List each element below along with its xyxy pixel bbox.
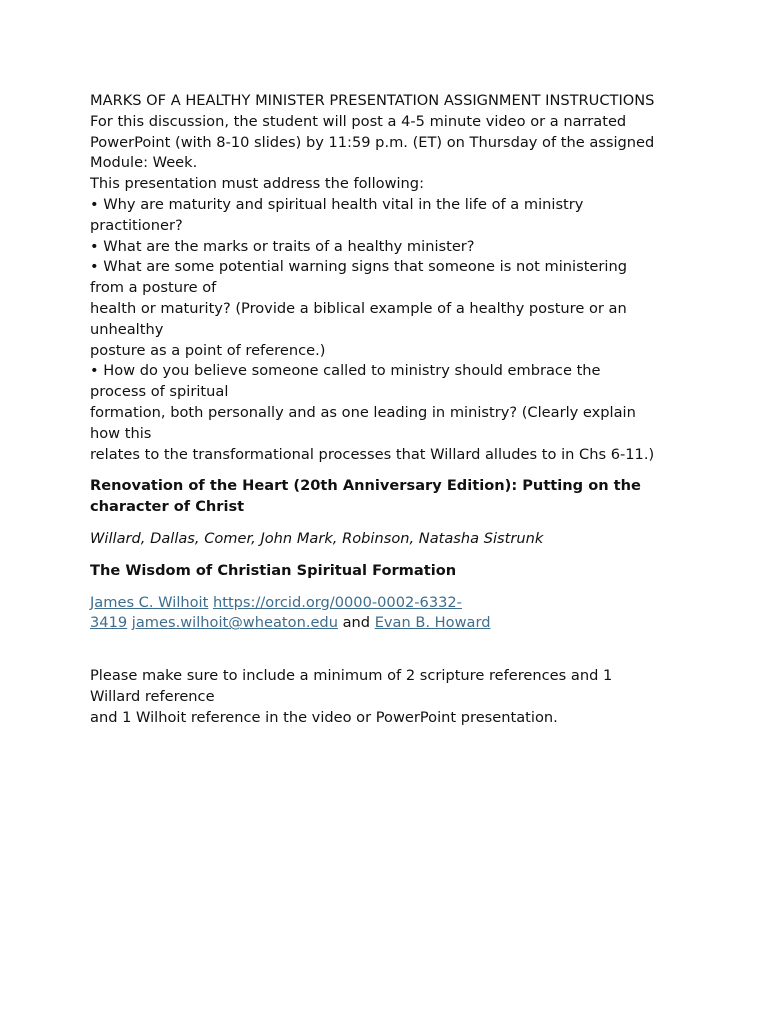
closing-line: Please make sure to include a minimum of 2 scripture references and 1 xyxy=(90,667,613,685)
bullet-line: • How do you believe someone called to ministry should embrace the xyxy=(90,362,601,380)
intro-line: PowerPoint (with 8-10 slides) by 11:59 p.m. (ET) on Thursday of the assigned xyxy=(90,133,655,151)
bullet-line: how this xyxy=(90,424,152,442)
book2-authors-line1 xyxy=(90,593,690,614)
book1-title-line: Renovation of the Heart (20th Anniversary Edition): Putting on the xyxy=(90,477,641,495)
book2-title-text: The Wisdom of Christian Spiritual Formation xyxy=(90,561,457,579)
closing-line: and 1 Wilhoit reference in the video or PowerPoint presentation. xyxy=(90,708,558,726)
book2-authors xyxy=(90,593,690,635)
bullet-line: • What are the marks or traits of a healthy minister? xyxy=(90,237,475,255)
bullet-line: relates to the transformational processes that Willard alludes to in Chs 6-11.) xyxy=(90,445,655,463)
book1-title xyxy=(90,476,690,518)
book1-authors-text: Willard, Dallas, Comer, John Mark, Robinson, Natasha Sistrunk xyxy=(90,529,544,547)
bullet-line: posture as a point of reference.) xyxy=(90,341,326,359)
intro-line: This presentation must address the following: xyxy=(90,175,424,193)
instructions-title: MARKS OF A HEALTHY MINISTER PRESENTATION ASSIGNMENT INSTRUCTIONS xyxy=(90,92,655,109)
intro-line: Module: Week. xyxy=(90,154,198,172)
instructions-section xyxy=(90,91,690,465)
bullet-line: health or maturity? (Provide a biblical example of a healthy posture or an xyxy=(90,299,627,317)
closing-line: Willard reference xyxy=(90,687,215,705)
book1-authors xyxy=(90,529,690,550)
orcid-link[interactable]: https://orcid.org/0000-0002-6332- xyxy=(212,593,462,611)
bullet-line: practitioner? xyxy=(90,216,183,234)
and-text: and xyxy=(342,614,371,632)
book2-title xyxy=(90,561,690,582)
bullet-line: • Why are maturity and spiritual health vital in the life of a ministry xyxy=(90,195,584,213)
document-page xyxy=(90,91,690,729)
author-link-howard[interactable]: Evan B. Howard xyxy=(374,614,491,632)
author-link-wilhoit[interactable]: James C. Wilhoit xyxy=(90,593,209,611)
bullet-line: unhealthy xyxy=(90,320,164,338)
email-link[interactable]: james.wilhoit@wheaton.edu xyxy=(131,614,338,632)
book2-authors-line2 xyxy=(90,613,690,634)
bullet-line: formation, both personally and as one leading in ministry? (Clearly explain xyxy=(90,403,636,421)
bullet-line: from a posture of xyxy=(90,279,217,297)
bullet-line: • What are some potential warning signs that someone is not ministering xyxy=(90,258,627,276)
orcid-link-continued[interactable]: 3419 xyxy=(90,614,128,632)
intro-line: For this discussion, the student will post a 4-5 minute video or a narrated xyxy=(90,112,627,130)
book1-title-line: character of Christ xyxy=(90,498,245,516)
bullet-line: process of spiritual xyxy=(90,383,229,401)
closing-section xyxy=(90,666,690,728)
